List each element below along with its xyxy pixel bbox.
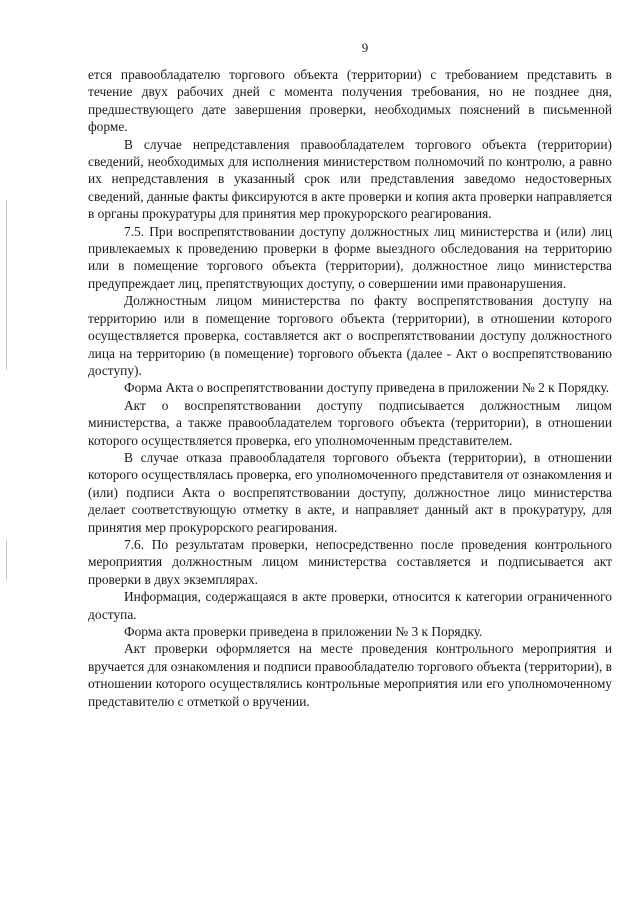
paragraph: ется правообладателю торгового объекта (территории) с требованием представить в течение двух рабочих дней с момента получения требования, но не позднее дня, предшествующего дате завершения проверки, необходимых пояснений в письменной форме. [88,67,612,135]
paragraph: В случае отказа правообладателя торгового объекта (территории), в отношении которого осуществлялась проверка, его уполномоченного представителя от ознакомления и (или) подписи Акта о воспрепятствовании доступу, должностное лицо министерства делает соответствующую отметку в акте, и направляет данный акт в прокуратуру, для принятия мер прокурорского реагирования. [88,449,612,535]
paragraph: Должностным лицом министерства по факту воспрепятствования доступу на территорию или в помещение торгового объекта (территории), в отношении которого осуществляется проверка, составляется акт о воспрепятствовании доступу должностного лица на территорию (в помещение) торгового объекта (далее - Акт о воспрепятствованию доступу). [88,293,612,378]
paragraph: Акт проверки оформляется на месте проведения контрольного мероприятия и вручается для ознакомления и подписи правообладателю торгового объекта (территории), в отношении которого осуществлялись контрольные мероприятия или его уполномоченному представителю с отметкой о вручении. [88,641,612,709]
body-text [88,66,612,710]
paragraph: 7.5. При воспрепятствовании доступу должностных лиц министерства и (или) лиц привлекаемых к проведению проверки в форме выездного обследования на территорию или в помещение торгового объекта (территории), должностное лицо министерства предупреждает лиц, препятствующих доступу, о совершении ими правонарушения. [88,223,612,291]
paragraph: Информация, содержащаяся в акте проверки, относится к категории ограниченного доступа. [88,589,612,622]
scan-margin-mark [6,540,7,580]
scan-margin-mark [6,200,7,370]
paragraph: Акт о воспрепятствовании доступу подписывается должностным лицом министерства, а также правообладателем торгового объекта (территории), в отношении которого осуществляется проверка, его уполномоченным представителем. [88,397,612,448]
paragraph: 7.6. По результатам проверки, непосредственно после проведения контрольного мероприятия должностным лицом министерства составляется и подписывается акт проверки в двух экземплярах. [88,536,612,587]
paragraph: Форма акта проверки приведена в приложении № 3 к Порядку. [124,624,483,639]
paragraph: Форма Акта о воспрепятствовании доступу приведена в приложении № 2 к Порядку. [124,380,610,396]
page-number: 9 [361,40,369,55]
paragraph: В случае непредставления правообладателем торгового объекта (территории) сведений, необходимых для исполнения министерством полномочий по контролю, а равно их непредставления в указанный срок или представления заведомо недостоверных сведений, данные факты фиксируются в акте проверки и копия акта проверки направляется в органы прокуратуры для принятия мер прокурорского реагирования. [88,136,612,222]
